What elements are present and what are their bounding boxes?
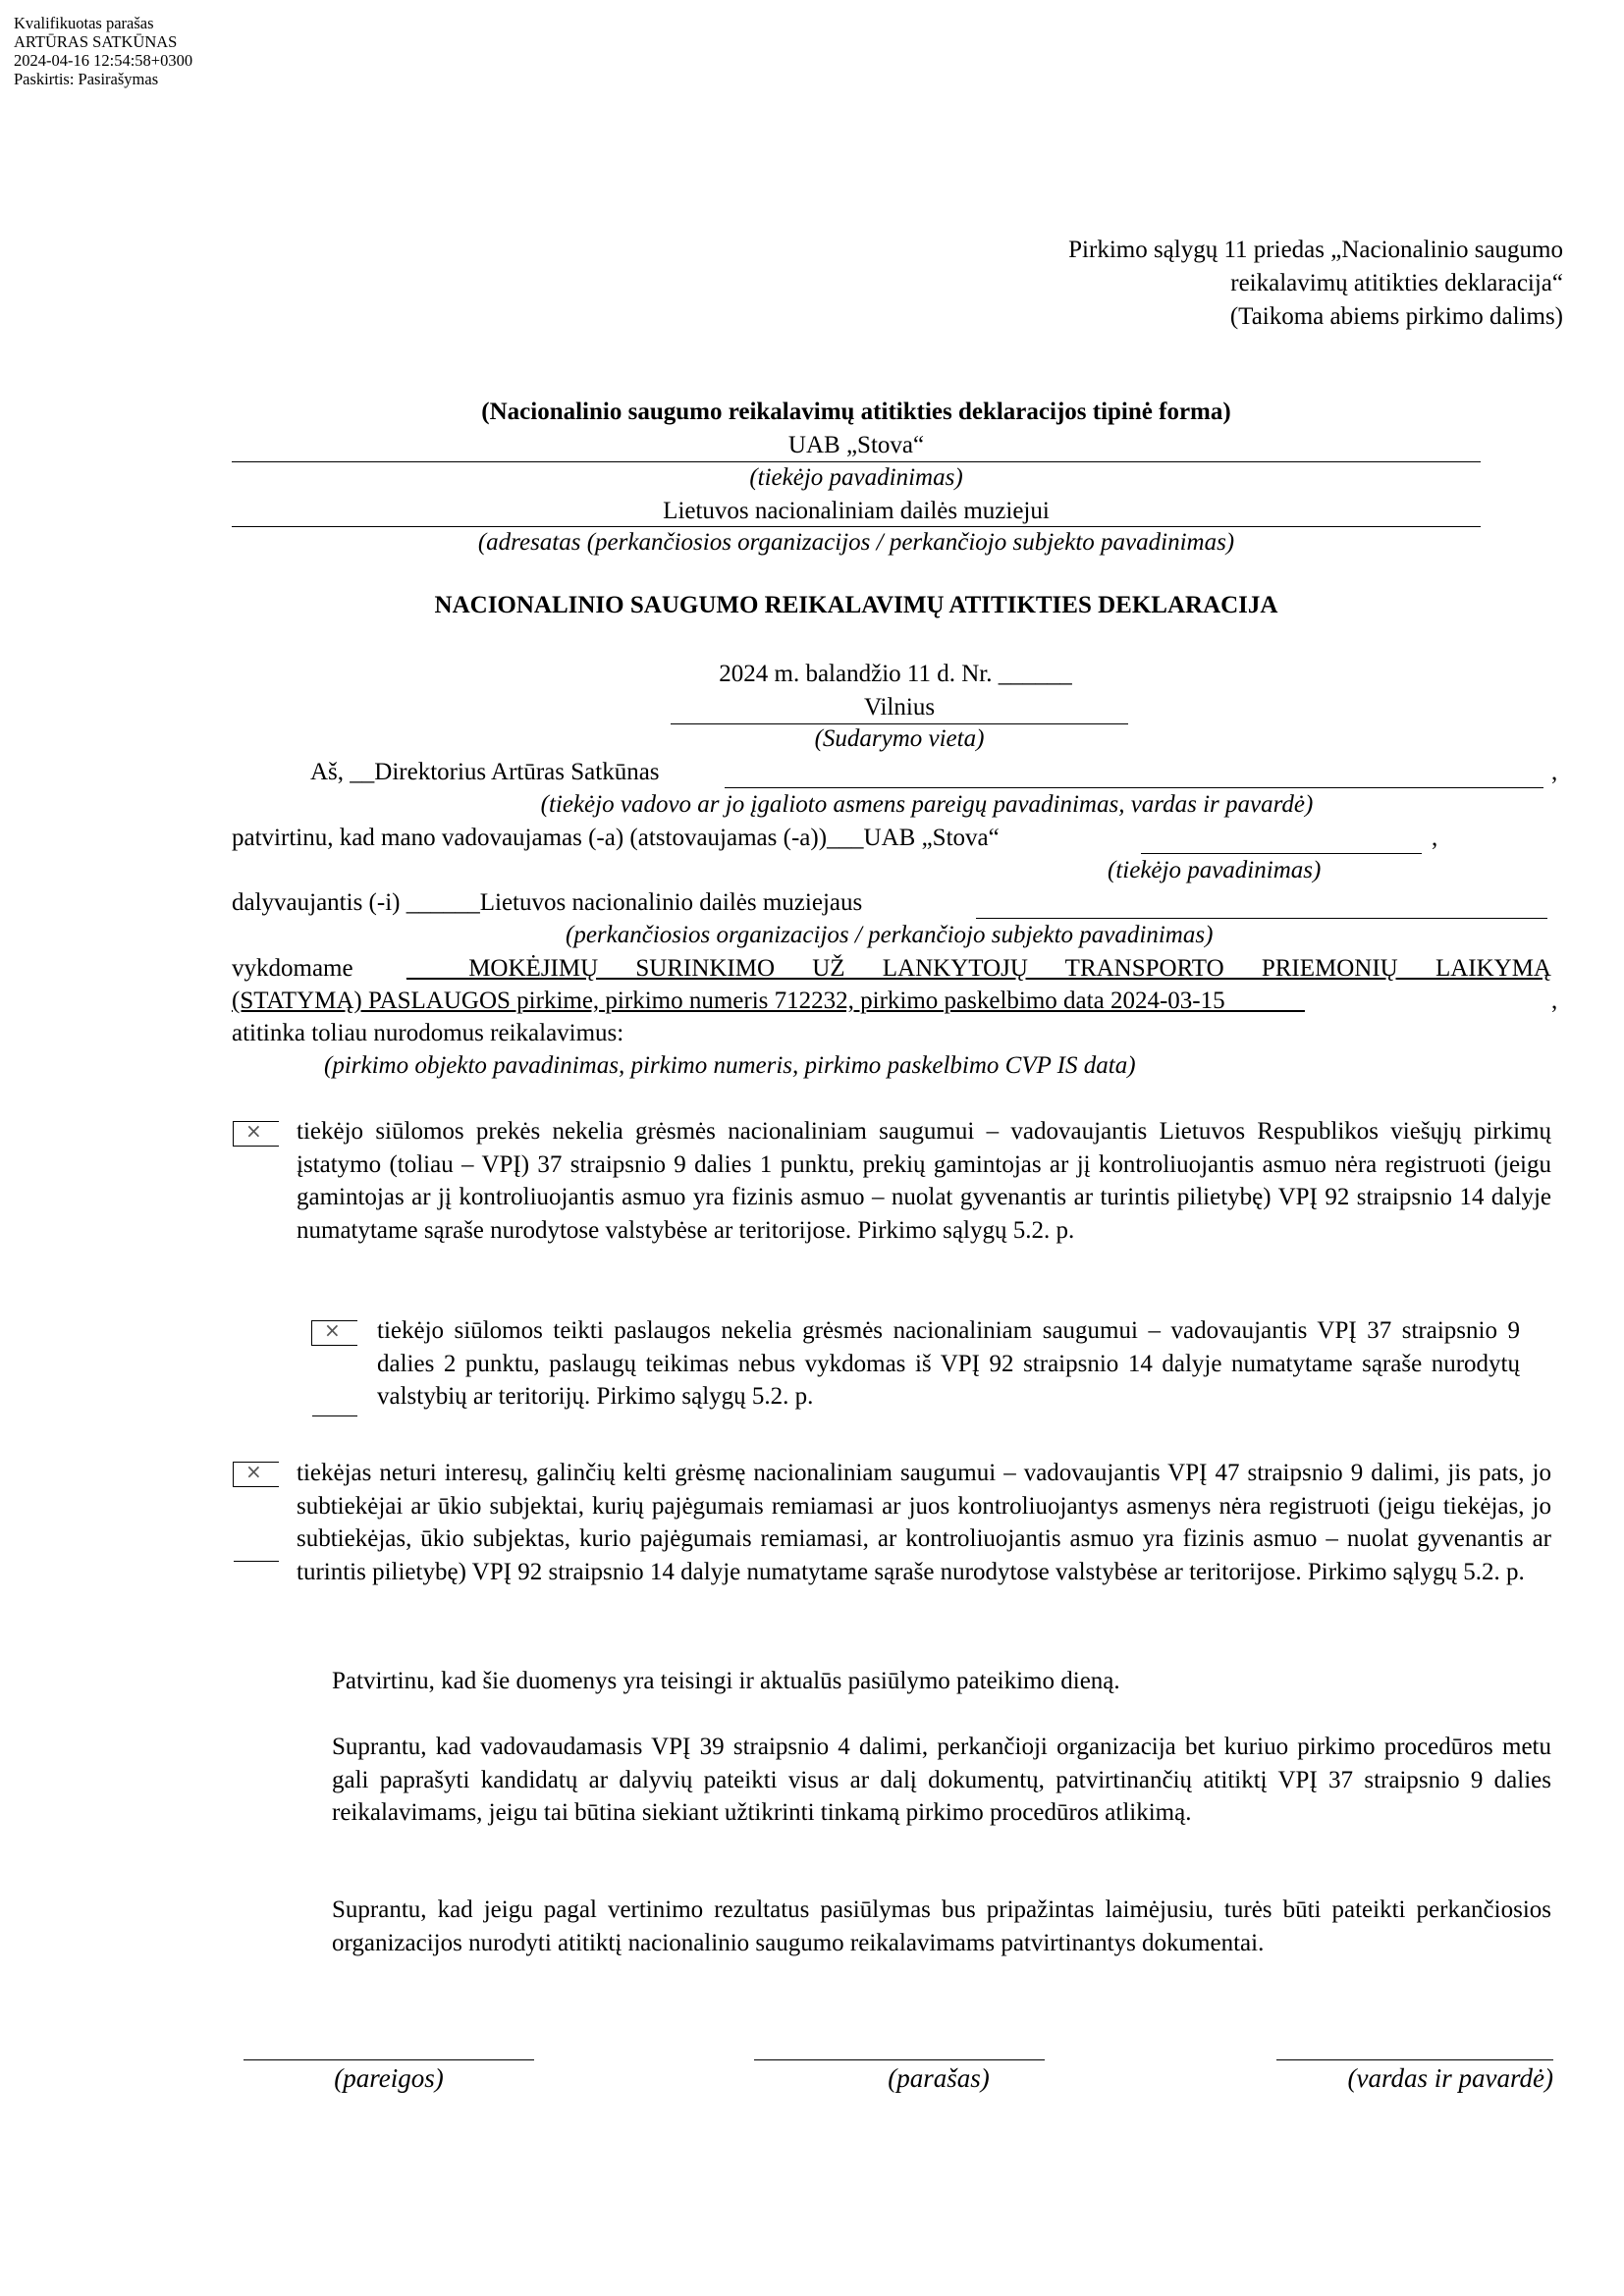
stamp-line: 2024-04-16 12:54:58+0300	[14, 51, 193, 70]
checkbox-mark: ×	[245, 1460, 262, 1483]
confirm-value: UAB „Stova“	[863, 825, 1000, 851]
signature-line	[754, 2059, 1045, 2060]
annex-header	[1068, 234, 1563, 334]
annex-header-line: Pirkimo sąlygų 11 priedas „Nacionalinio saugumo	[1068, 237, 1563, 263]
form-title: (Nacionalinio saugumo reikalavimų atitikties deklaracijos tipinė forma)	[481, 399, 1231, 425]
confirm-comma: ,	[1432, 825, 1438, 851]
checkbox-services[interactable]	[311, 1320, 357, 1346]
participating-value: Lietuvos nacionalinio dailės muziejaus	[479, 889, 863, 916]
checkbox-interests[interactable]	[233, 1462, 279, 1487]
addressee-underline	[232, 526, 1481, 527]
conducted-line2: (STATYMĄ) PASLAUGOS pirkime, pirkimo numeris 712232, pirkimo paskelbimo data 2024-03-15 ______	[232, 988, 1305, 1014]
conducted-label: vykdomame	[232, 955, 353, 982]
signature-caption: (parašas)	[888, 2063, 990, 2093]
confirm-underline	[1141, 853, 1422, 854]
checkbox-goods[interactable]	[233, 1121, 279, 1147]
i-label	[310, 759, 660, 786]
meets-text: atitinka toliau nurodomus reikalavimus:	[232, 1020, 624, 1046]
checkbox-interests-text: tiekėjas neturi interesų, galinčių kelti grėsmę nacionaliniam saugumui – vadovaujantis VPĮ 47 straipsnio 9 dalimi, jis pats, jo subtiekėjai ar ūkio subjektai, kurių pajėgumais remiamasi ar juos kontroliuojantys asmenys nėra registruoti (jeigu tiekėjas, jo subtiekėjas, ūkio subjektas, kurio pajėgumais remiamasi, ar kontroliuojantis asmuo yra fizinis asmuo – nuolat gyvenantis ar turintis pilietybę) VPĮ 92 straipsnio 14 dalyje numatytame sąraše nurodytose valstybėse ar teritorijose. Pirkimo sąlygų 5.2. p.	[297, 1460, 1551, 1585]
addressee-name: Lietuvos nacionaliniam dailės muziejui	[663, 498, 1050, 524]
conducted-comma: ,	[1551, 988, 1558, 1014]
checkbox-mark: ×	[324, 1318, 341, 1342]
meets-caption: (pirkimo objekto pavadinimas, pirkimo numeris, pirkimo paskelbimo CVP IS data)	[324, 1052, 1136, 1079]
supplier-underline	[232, 461, 1481, 462]
place-value: Vilnius	[863, 694, 936, 721]
conducted-line1: __ MOKĖJIMŲ SURINKIMO UŽ LANKYTOJŲ TRANSPORTO PRIEMONIŲ LAIKYMĄ	[406, 955, 1551, 982]
supplier-caption: (tiekėjo pavadinimas)	[749, 464, 963, 491]
i-caption: (tiekėjo vadovo ar jo įgalioto asmens pareigų pavadinimas, vardas ir pavardė)	[540, 791, 1314, 818]
i-value: Direktorius Artūras Satkūnas	[374, 759, 660, 785]
i-comma: ,	[1551, 759, 1558, 785]
stamp-line: ARTŪRAS SATKŪNAS	[14, 32, 178, 51]
checkbox-services-text: tiekėjo siūlomos teikti paslaugos nekelia grėsmės nacionaliniam saugumui – vadovaujantis VPĮ 37 straipsnio 9 dalies 2 punktu, paslaugų teikimas nebus vykdomas iš VPĮ 92 straipsnio 14 dalyje numatytame sąraše nurodytų valstybių ar teritorijų. Pirkimo sąlygų 5.2. p.	[377, 1317, 1520, 1410]
confirmation-paragraph: Suprantu, kad vadovaudamasis VPĮ 39 straipsnio 4 dalimi, perkančioji organizacija bet kuriuo pirkimo procedūros metu gali paprašyti kandidatų ar dalyvių pateikti visus ar dalį dokumentų, patvirtinančių atitiktį VPĮ 37 straipsnio 9 dalies reikalavimams, jeigu tai būtina siekiant užtikrinti tinkamą pirkimo procedūros atlikimą.	[332, 1734, 1551, 1826]
confirm-line	[232, 825, 1000, 852]
participating-line	[232, 889, 862, 917]
position-caption: (pareigos)	[334, 2063, 444, 2093]
place-caption: (Sudarymo vieta)	[814, 725, 985, 752]
name-line	[1276, 2059, 1553, 2060]
confirmation-paragraph: Suprantu, kad jeigu pagal vertinimo rezultatus pasiūlymas bus pripažintas laimėjusiu, turės būti pateikti perkančiosios organizacijos nurodyti atitiktį nacionalinio saugumo reikalavimams patvirtinantys dokumentai.	[332, 1896, 1551, 1956]
confirm-label: patvirtinu, kad mano vadovaujamas (-a) (atstovaujamas (-a))___	[232, 825, 864, 851]
i-underline	[725, 787, 1543, 788]
checkbox-goods-text: tiekėjo siūlomos prekės nekelia grėsmės nacionaliniam saugumui – vadovaujantis Lietuvos Respublikos viešųjų pirkimų įstatymo (toliau – VPĮ) 37 straipsnio 9 dalies 1 punktu, prekių gamintojas ar jį kontroliuojantis asmuo nėra registruoti (jeigu gamintojas ar jį kontroliuojantis asmuo yra fizinis asmuo – nuolat gyvenantis ar turintis pilietybę) VPĮ 92 straipsnio 14 dalyje numatytame sąraše nurodytose valstybėse ar teritorijose. Pirkimo sąlygų 5.2. p.	[297, 1118, 1551, 1244]
place-underline	[671, 723, 1128, 724]
annex-header-line: reikalavimų atitikties deklaracija“	[1230, 270, 1563, 296]
stamp-line: Kvalifikuotas parašas	[14, 14, 154, 32]
addressee-caption: (adresatas (perkančiosios organizacijos / perkančiojo subjekto pavadinimas)	[477, 529, 1235, 556]
date-line: 2024 m. balandžio 11 d. Nr. ______	[719, 661, 1072, 687]
i-prefix: Aš, __	[310, 759, 375, 785]
stamp-line: Paskirtis: Pasirašymas	[14, 70, 159, 88]
checkbox-interests-blank	[234, 1561, 279, 1562]
checkbox-services-blank	[312, 1415, 357, 1416]
participating-label: dalyvaujantis (-i) ______	[232, 889, 480, 916]
confirmation-paragraph: Patvirtinu, kad šie duomenys yra teisingi ir aktualūs pasiūlymo pateikimo dieną.	[332, 1668, 1120, 1694]
signature-stamp	[14, 14, 192, 88]
name-caption: (vardas ir pavardė)	[1347, 2063, 1553, 2093]
checkbox-mark: ×	[245, 1119, 262, 1143]
confirm-caption: (tiekėjo pavadinimas)	[1108, 857, 1322, 883]
declaration-title: NACIONALINIO SAUGUMO REIKALAVIMŲ ATITIKTIES DEKLARACIJA	[434, 592, 1278, 618]
supplier-name: UAB „Stova“	[787, 432, 925, 458]
position-line	[244, 2059, 534, 2060]
participating-underline	[976, 918, 1547, 919]
participating-caption: (perkančiosios organizacijos / perkančiojo subjekto pavadinimas)	[566, 922, 1214, 948]
annex-header-line: (Taikoma abiems pirkimo dalims)	[1229, 303, 1563, 330]
